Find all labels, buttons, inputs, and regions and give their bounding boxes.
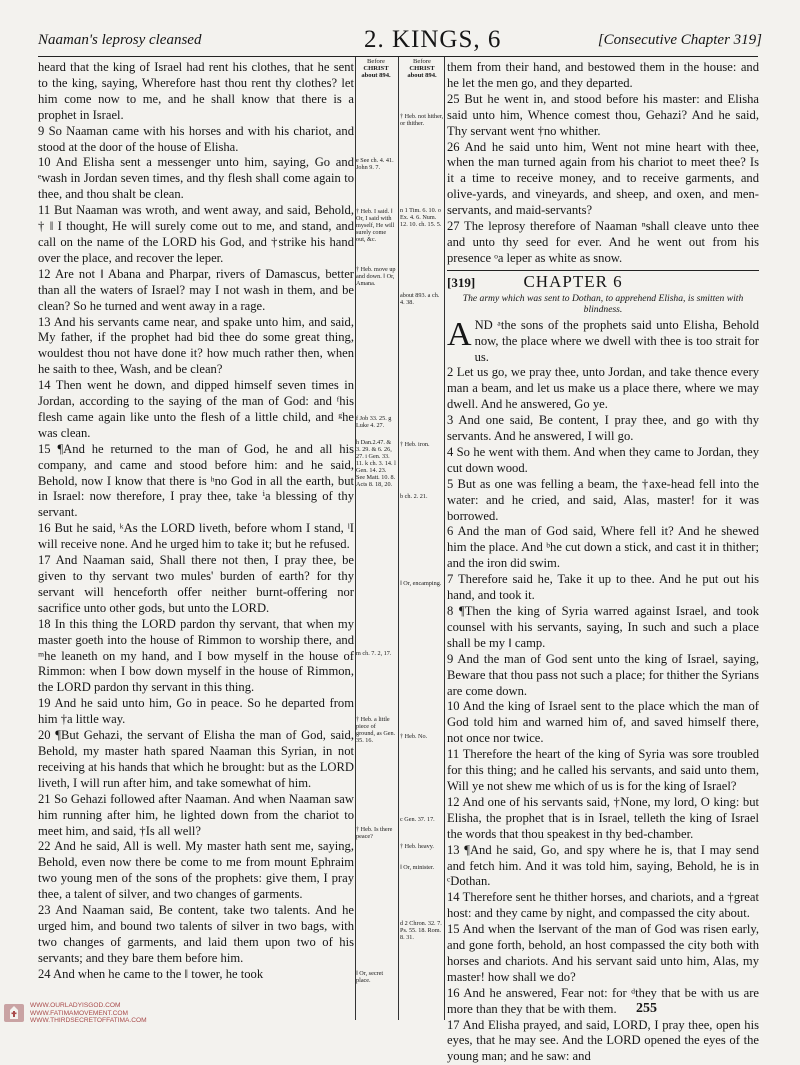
margin-note: † Heb. No. [400,733,428,740]
margin-divider-center [398,57,399,1020]
margin-references-left [356,58,396,1018]
verse-text: 10 And the king of Israel sent to the place which the man of God told him and warned him of, and saved himself there, not once nor twice. [447,699,759,746]
margin-note: f Job 33. 25. g Luke 4. 27. [356,415,392,429]
margin-note: † Heb. iron. [400,441,430,448]
verse-text: 23 And Naaman said, Be content, take two talents. And he urged him, and bound two talents of silver in two bags, with two changes of garments, and laid them upon two of his servants; and they bare them before him. [38,903,354,965]
margin-date-head-left: Before CHRIST about 894. [361,58,391,79]
footer-link[interactable]: WWW.OURLADYISGOD.COM [30,1002,121,1009]
header-consecutive-chapter: [Consecutive Chapter 319] [597,32,762,48]
verse-text: 20 ¶But Gehazi, the servant of Elisha the man of God, said, Behold, my master hath spared Naaman this Syrian, in not receiving at his hands that which he brought: but as the LORD liveth, I will run after him, and take somewhat of him. [38,728,354,790]
margin-note: † Heb. heavy. [400,843,434,850]
margin-note: † Heb. not hither, or thither. [400,113,444,127]
column-divider-right [444,57,445,1020]
verse-text: 8 ¶Then the king of Syria warred against Israel, and took counsel with his servants, saying, In such and such a place shall be my ‖ camp. [447,604,759,650]
margin-note: about 893. a ch. 4. 38. [400,292,440,306]
chapter-summary: The army which was sent to Dothan, to apprehend Elisha, is smitten with blindness. [462,292,744,315]
verse-text: 11 But Naaman was wroth, and went away, and said, Behold, † ‖ I thought, He will surely come out to me, and stand, and call on the name of the LORD his God, and †strike his hand over the place, and recover the leper. [38,203,354,265]
header-book-chapter: 2. KINGS, 6 [364,26,502,53]
verse-text: 7 Therefore said he, Take it up to thee. And he put out his hand, and took it. [447,572,759,603]
consecutive-chapter-number: [319] [447,274,476,290]
left-text-column [38,60,354,983]
margin-date-head-right: Before CHRIST about 894. [407,58,437,79]
verse-text: 14 Then went he down, and dipped himself seven times in Jordan, according to the saying of the man of God: and ᶠhis flesh came again like unto the flesh of a little child, and ᵍhe was clean. [38,378,354,440]
margin-references-right [400,58,444,1018]
running-header [38,26,762,56]
margin-note: ‖ Or, encamping. [400,580,442,587]
margin-note: c Gen. 37. 17. [400,816,435,823]
margin-note: h Dan.2.47. & 3. 29. & 6. 26, 27. i Gen. 33. 11. k ch. 3. 14. l Gen. 14. 23. See Matt. 10. 8. Acts 8. 18, 20. [356,439,396,488]
chapter-title: CHAPTER 6 [523,271,623,291]
margin-note: † Heb. move up and down. ‖ Or, Amana. [356,266,396,287]
chapter-heading [447,271,759,291]
verse-text: them from their hand, and bestowed them in the house: and he let the men go, and they departed. [447,60,759,90]
margin-note: † Heb. I said. ‖ Or, I said with myself, He will surely come out, &c. [356,208,395,243]
verse-text: 22 And he said, All is well. My master hath sent me, saying, Behold, even now there be come to me from mount Ephraim two young men of the sons of the prophets: give them, I pray thee, a talent of silver, and two changes of garments. [38,839,354,902]
margin-note: d 2 Chron. 32. 7. Ps. 55. 18. Rom. 8. 31. [400,920,442,941]
margin-note: ‖ Or, minister. [400,864,435,871]
verse-text: 3 And one said, Be content, I pray thee, and go with thy servants. And he answered, I will go. [447,413,759,444]
verse-text: 19 And he said unto him, Go in peace. So he departed from him †a little way. [38,696,354,727]
verse-text: 12 And one of his servants said, †None, my lord, O king: but Elisha, the prophet that is in Israel, telleth the king of Israel the words that thou speakest in thy bed-chamber. [447,794,759,841]
footer-link[interactable]: WWW.THIRDSECRETOFFATIMA.COM [30,1017,147,1025]
chapter-first-verse: AND ᵃthe sons of the prophets said unto Elisha, Behold now, the place where we dwell with thee is too strait for us. [447,315,759,364]
verse-text: 13 ¶And he said, Go, and spy where he is, that I may send and fetch him. And it was told him, saying, Behold, he is in ᶜDothan. [447,842,759,889]
verse-text: 21 So Gehazi followed after Naaman. And when Naaman saw him running after him, he lighted down from the chariot to meet him, and said, †Is all well? [38,791,354,838]
verse-text: 9 And the man of God sent unto the king of Israel, saying, Beware that thou pass not such a place; for thither the Syrians are come down. [447,651,759,698]
verse-text: 2 Let us go, we pray thee, unto Jordan, and take thence every man a beam, and let us make us a place there, where we may dwell. And he answered, Go ye. [447,365,759,412]
verse-text: 9 So Naaman came with his horses and with his chariot, and stood at the door of the house of Elisha. [38,123,354,154]
margin-note: e See ch. 4. 41. John 9. 7. [356,157,394,171]
verse-text: 18 In this thing the LORD pardon thy servant, that when my master goeth into the house of Rimmon to worship there, and ᵐhe leaneth on my hand, and I bow myself in the house of Rimmon: when I bow down myself in the house of Rimmon, the LORD pardon thy servant in this thing. [38,616,354,695]
verse-text: 5 But as one was felling a beam, the †axe-head fell into the water: and he cried, and said, Alas, master! for it was borrowed. [447,476,759,523]
seal-logo-icon [3,1003,25,1023]
chapter-rule [447,270,759,271]
verse-text: 11 Therefore the heart of the king of Syria was sore troubled for this thing; and he called his servants, and said unto them, Will ye not shew me which of us is for the king of Israel? [447,747,759,793]
verse-text: 16 And he answered, Fear not: for ᵈthey that be with us are more than they that be with them. [447,985,759,1016]
verse-text: 17 And Elisha prayed, and said, LORD, I pray thee, open his eyes, that he may see. And the LORD opened the eyes of the young man; and he saw: and [447,1017,759,1064]
right-text-column [447,60,759,1065]
verse-text: 6 And the man of God said, Where fell it? And he shewed him the place. And ᵇhe cut down a stick, and cast it in thither; and the iron did swim. [447,524,759,571]
verse-text: heard that the king of Israel had rent his clothes, that he sent to the king, saying, Wherefore hast thou rent thy clothes? let him come now to me, and he shall know that there is a prophet in Israel. [38,60,354,122]
drop-cap: A [447,315,472,353]
verse-text: 10 And Elisha sent a messenger unto him, saying, Go and ᵉwash in Jordan seven times, and thy flesh shall come again to thee, and thou shalt be clean. [38,155,354,202]
verse-text: 16 But he said, ᵏAs the LORD liveth, before whom I stand, ˡI will receive none. And he urged him to take it; but he refused. [38,521,354,552]
margin-note: † Heb. a little piece of ground, as Gen. 35. 16. [356,716,396,744]
footer-link[interactable]: WWW.FATIMAMOVEMENT.COM [30,1009,129,1017]
verse-text: 27 The leprosy therefore of Naaman ⁿshall cleave unto thee and unto thy seed for ever. And he went out from his presence ᵒa leper as white as snow. [447,219,759,265]
verse-text: 12 Are not ‖ Abana and Pharpar, rivers of Damascus, better than all the waters of Israel? may I not wash in them, and be clean? So he turned and went away in a rage. [38,266,354,313]
margin-note: n 1 Tim. 6. 10. o Ex. 4. 6. Num. 12. 10. ch. 15. 5. [400,207,442,228]
margin-note: † Heb. Is there peace? [356,826,393,840]
verse-text: 17 And Naaman said, Shall there not then, I pray thee, be given to thy servant two mules' burden of earth? for thy servant will henceforth offer neither burnt-offering nor sacrifice unto other gods, but unto the LORD. [38,553,354,615]
verse-text: 15 And when the ‖servant of the man of God was risen early, and gone forth, behold, an host compassed the city both with horses and chariots. And his servant said unto him, Alas, my master! how shall we do? [447,922,759,984]
verse-text: 15 ¶And he returned to the man of God, he and all his company, and came and stood before him: and he said, Behold, now I know that there is ʰno God in all the earth, but in Israel: now therefore, I pray thee, take ⁱa blessing of thy servant. [38,441,354,520]
footer-websites [30,1002,147,1025]
page-number: 255 [636,1001,657,1016]
verse-text: 14 Therefore sent he thither horses, and chariots, and a †great host: and they came by night, and compassed the city about. [447,890,759,921]
margin-note: ‖ Or, secret place. [356,970,384,984]
margin-note: m ch. 7. 2, 17. [356,650,392,657]
verse-text: 25 But he went in, and stood before his master: and Elisha said unto him, Whence comest thou, Gehazi? And he said, Thy servant went †no whither. [447,91,759,138]
margin-note: b ch. 2. 21. [400,493,428,500]
verse-text: 13 And his servants came near, and spake unto him, and said, My father, if the prophet had bid thee do some great thing, wouldest thou not have done it? how much rather then, when he saith to thee, Wash, and be clean? [38,314,354,377]
header-left-title: Naaman's leprosy cleansed [38,32,202,48]
verse-text: 26 And he said unto him, Went not mine heart with thee, when the man turned again from his chariot to meet thee? Is it a time to receive money, and to receive garments, and olive-yards, and vineyards, and sheep, and oxen, and men-servants, and maid-servants? [447,139,759,218]
verse-text: 4 So he went with them. And when they came to Jordan, they cut down wood. [447,444,759,475]
verse-text: 24 And when he came to the ‖ tower, he took [38,966,264,981]
